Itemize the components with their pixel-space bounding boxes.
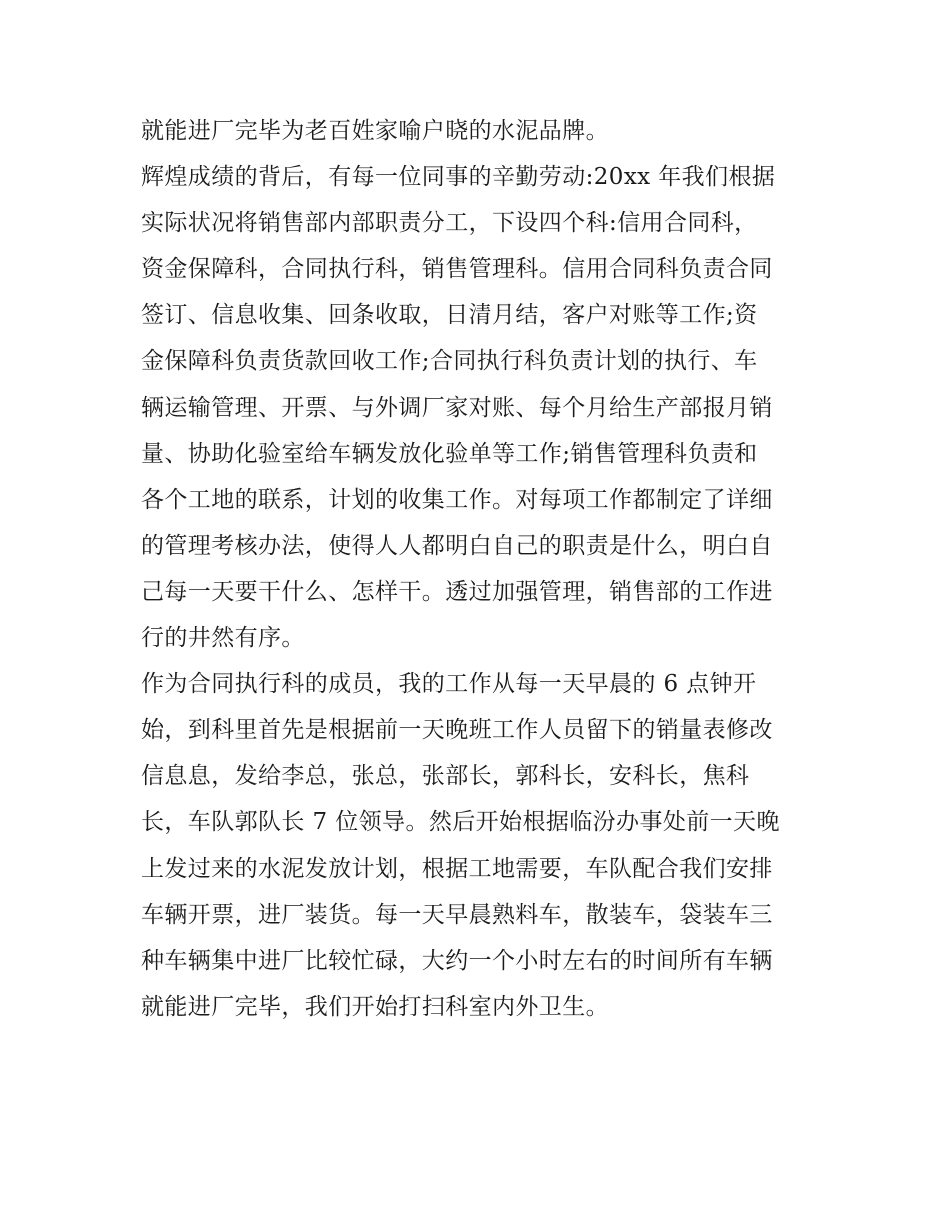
- text-line: 己每一天要干什么、怎样干。透过加强管理，销售部的工作进: [141, 578, 773, 605]
- text-line: 实际状况将销售部内部职责分工，下设四个科:信用合同科，: [141, 210, 758, 237]
- text-line: 就能进厂完毕为老百姓家喻户晓的水泥品牌。: [141, 118, 609, 144]
- text-line: 信息息，发给李总，张总，张部长，郭科长，安科长，焦科: [141, 763, 750, 790]
- text-line: 资金保障科，合同执行科，销售管理科。信用合同科负责合同: [141, 256, 773, 283]
- text-line: 各个工地的联系，计划的收集工作。对每项工作都制定了详细: [141, 486, 773, 513]
- text-line: 量、协助化验室给车辆发放化验单等工作;销售管理科负责和: [141, 440, 758, 467]
- text-line: 种车辆集中进厂比较忙碌，大约一个小时左右的时间所有车辆: [141, 947, 773, 974]
- text-line: 始，到科里首先是根据前一天晚班工作人员留下的销量表修改: [141, 717, 773, 744]
- text-line: 长，车队郭队长 7 位领导。然后开始根据临汾办事处前一天晚: [141, 809, 780, 836]
- text-line: 辆运输管理、开票、与外调厂家对账、每个月给生产部报月销: [141, 394, 773, 421]
- text-line: 行的井然有序。: [141, 625, 305, 652]
- text-line: 上发过来的水泥发放计划，根据工地需要，车队配合我们安排: [141, 855, 773, 882]
- text-line: 的管理考核办法，使得人人都明白自己的职责是什么，明白自: [141, 532, 773, 559]
- text-line: 就能进厂完毕，我们开始打扫科室内外卫生。: [141, 993, 609, 1020]
- text-line: 辉煌成绩的背后，有每一位同事的辛勤劳动:20xx 年我们根据: [141, 164, 776, 191]
- body-text: [141, 108, 813, 1030]
- text-line: 签订、信息收集、回条收取，日清月结，客户对账等工作;资: [141, 302, 758, 329]
- text-line: 金保障科负责货款回收工作;合同执行科负责计划的执行、车: [141, 348, 758, 375]
- text-line: 作为合同执行科的成员，我的工作从每一天早晨的 6 点钟开: [141, 671, 757, 698]
- text-line: 车辆开票，进厂装货。每一天早晨熟料车，散装车，袋装车三: [141, 901, 773, 928]
